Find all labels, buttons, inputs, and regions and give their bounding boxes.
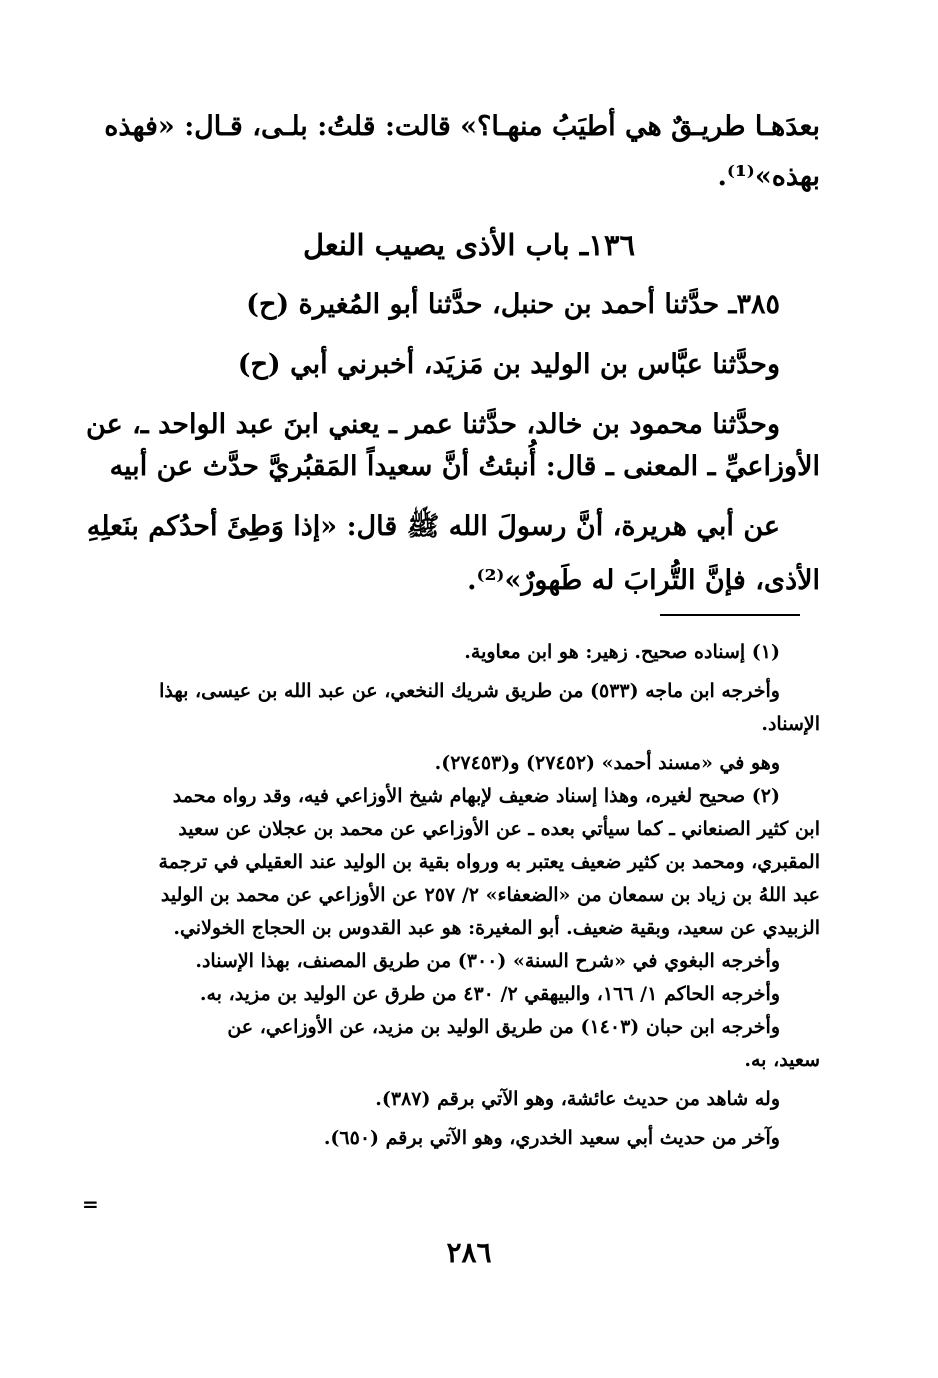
footnote-line: الإسناد.	[761, 713, 820, 735]
text-line: وحدَّثنا محمود بن خالد، حدَّثنا عمر ـ يعني ابنَ عبد الواحد ـ، عن	[86, 409, 780, 440]
text-line: ٣٨٥ـ حدَّثنا أحمد بن حنبل، حدَّثنا أبو المُغيرة (ح)	[246, 289, 780, 320]
footnote-line: الزبيدي عن سعيد، وبقية ضعيف. أبو المغيرة: هو عبد القدوس بن الحجاج الخولاني.	[173, 917, 820, 939]
footnote-line: وأخرجه الحاكم ١/ ١٦٦، والبيهقي ٢/ ٤٣٠ من طرق عن الوليد بن مزيد، به.	[199, 983, 780, 1005]
text-line: الأوزاعيِّ ـ المعنى ـ قال: أُنبئتُ أنَّ سعيداً المَقبُريَّ حدَّث عن أبيه	[109, 451, 820, 482]
footnote-line: عبد اللهُ بن زياد بن سمعان من «الضعفاء» ٢/ ٢٥٧ عن الأوزاعي عن محمد بن الوليد	[160, 884, 820, 906]
text-line: بهذه»⁽¹⁾.	[717, 161, 820, 192]
chapter-heading: ١٣٦ـ باب الأذى يصيب النعل	[302, 228, 636, 262]
footnote-line: سعيد، به.	[744, 1049, 820, 1071]
footnote-line: (٢) صحيح لغيره، وهذا إسناد ضعيف لإبهام شيخ الأوزاعي فيه، وقد رواه محمد	[172, 785, 780, 807]
footnote-separator	[660, 614, 800, 616]
footnote-line: المقبري، ومحمد بن كثير ضعيف يعتبر به ورواه بقية بن الوليد عند العقيلي في ترجمة	[158, 851, 820, 873]
footnote-line: وأخرجه ابن حبان (١٤٠٣) من طريق الوليد بن مزيد، عن الأوزاعي، عن	[227, 1016, 780, 1038]
text-line: عن أبي هريرة، أنَّ رسولَ الله ﷺ قال: «إذا وَطِئَ أحدُكم بنَعلِهِ	[86, 511, 780, 542]
footnote-line: وآخر من حديث أبي سعيد الخدري، وهو الآتي برقم (٦٥٠).	[323, 1127, 780, 1149]
continued-paragraph	[82, 100, 820, 200]
text-line: الأذى، فإنَّ التُّرابَ له طَهورٌ»⁽²⁾.	[467, 565, 820, 596]
text-line: وحدَّثنا عبَّاس بن الوليد بن مَزيَد، أخبرني أبي (ح)	[237, 349, 780, 380]
hadith-text	[82, 278, 820, 608]
page-number: ٢٨٦	[446, 1236, 492, 1269]
footnote-line: وأخرجه ابن ماجه (٥٣٣) من طريق شريك النخعي، عن عبد الله بن عيسى، بهذا	[159, 680, 780, 702]
text-line: بعدَهـا طريـقٌ هي أطيَبُ منهـا؟» قالت: قلتُ: بلـى، قـال: «فهذه	[104, 111, 820, 142]
footnote-line: وهو في «مسند أحمد» (٢٧٤٥٢) و(٢٧٤٥٣).	[434, 752, 780, 774]
footnote-line: ابن كثير الصنعاني ـ كما سيأتي بعده ـ عن الأوزاعي عن محمد بن عجلان عن سعيد	[178, 818, 820, 840]
footnote-line: (١) إسناده صحيح. زهير: هو ابن معاوية.	[464, 641, 780, 663]
continuation-mark: =	[82, 1192, 99, 1216]
footnote-line: وأخرجه البغوي في «شرح السنة» (٣٠٠) من طريق المصنف، بهذا الإسناد.	[195, 950, 780, 972]
footnote-line: وله شاهد من حديث عائشة، وهو الآتي برقم (٣٨٧).	[375, 1088, 780, 1110]
footnotes	[82, 636, 820, 1155]
